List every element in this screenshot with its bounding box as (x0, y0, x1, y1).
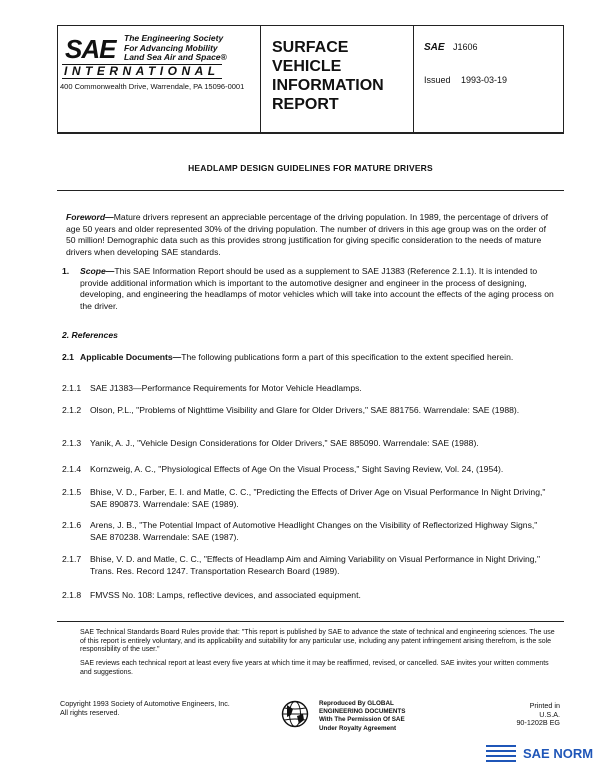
header-divider (260, 25, 261, 133)
document-title: HEADLAMP DESIGN GUIDELINES FOR MATURE DRIVERS (188, 163, 433, 173)
reference-item: SAE J1383—Performance Requirements for Motor Vehicle Headlamps. (90, 383, 362, 393)
standard-prefix: SAE (424, 42, 445, 53)
applicable-documents-paragraph: Applicable Documents—The following publications form a part of this specification to the extent specified herein. (80, 352, 514, 362)
report-type-title: SURFACE VEHICLE INFORMATION REPORT (272, 39, 384, 113)
reference-number: 2.1.8 (62, 590, 82, 600)
reference-item: Bhise, V. D. and Matle, C. C., "Effects of Headlamp Aim and Aiming Variability on Visual Performance in Night Driving," Trans. Res. Record 1247. Transportation Research Board (1989). (90, 554, 540, 576)
references-heading: 2. References (62, 330, 118, 340)
copyright-notice: Copyright 1993 Society of Automotive Engineers, Inc. All rights reserved. (60, 699, 230, 717)
logo-international: INTERNATIONAL (64, 64, 220, 78)
reference-item: FMVSS No. 108: Lamps, reflective devices, and associated equipment. (90, 590, 361, 600)
divider (57, 621, 564, 622)
reference-number: 2.1.2 (62, 405, 82, 415)
section-number: 2.1 (62, 352, 74, 362)
reference-item: Arens, J. B., "The Potential Impact of Automotive Headlight Changes on the Visibility of Reflectorized Highway Signs," SAE 870238. Warrendale: SAE (1987). (90, 520, 538, 542)
divider (57, 190, 564, 191)
section-number: 1. (62, 266, 70, 276)
issued-date: 1993-03-19 (461, 75, 508, 85)
printed-info: Printed in U.S.A. 90-1202B EG (516, 701, 560, 727)
review-note: SAE reviews each technical report at least every five years at which time it may be reaffirmed, revised, or cancelled. SAE invites your written comments and suggestions. (80, 660, 549, 676)
reference-number: 2.1.3 (62, 438, 82, 448)
sae-address: 400 Commonwealth Drive, Warrendale, PA 15096-0001 (60, 82, 245, 91)
reference-item: Olson, P.L., "Problems of Nighttime Visibility and Glare for Older Drivers," SAE 881756. Warrendale: SAE (1988). (90, 405, 520, 415)
reference-number: 2.1.5 (62, 487, 82, 497)
sae-norm-watermark: SAE NORM (523, 746, 594, 761)
issued-label: Issued (424, 75, 451, 85)
reference-item: Bhise, V. D., Farber, E. I. and Matle, C. C., "Predicting the Effects of Driver Age on Visual Performance In Night Driving," SAE 890873. Warrendale: SAE (1989). (90, 487, 546, 509)
reference-number: 2.1.1 (62, 383, 82, 393)
foreword-paragraph: Foreword—Mature drivers represent an appreciable percentage of the driving population. In 1989, the percentage of drivers of age 50 years and older represented 30% of the driving population. The number of drivers in this age group was on the order of 50 million! Demographic data such as this provides strong justification for giving specific consideration to the needs of mature drivers when developing SAE standards. (66, 212, 549, 257)
standard-number: J1606 (453, 42, 478, 52)
sae-logo: SAE (65, 34, 116, 64)
reference-item: Yanik, A. J., "Vehicle Design Considerations for Older Drivers," SAE 885090. Warrendale: SAE (1988). (90, 438, 479, 448)
globe-icon (281, 700, 309, 728)
reference-number: 2.1.6 (62, 520, 82, 530)
reference-number: 2.1.7 (62, 554, 82, 564)
logo-tagline: The Engineering Society For Advancing Mobility Land Sea Air and Space® (124, 33, 227, 62)
header-divider (413, 25, 414, 133)
reference-number: 2.1.4 (62, 464, 82, 474)
board-rules-note: SAE Technical Standards Board Rules provide that: "This report is published by SAE to advance the state of technical and engineering sciences. The use of this report is entirely voluntary, and its applicability and suitability for any particular use, including any patent infringement arising therefrom, is the sole responsibility of the user." (80, 629, 555, 654)
scope-paragraph: Scope—This SAE Information Report should be used as a supplement to SAE J1383 (Reference 2.1.1). It is intended to provide additional information which is important to the automotive designer and engineer in the process of designing, developing, and engineering the headlamps of motor vehicles which will take into account the effects of the aging process on the driver. (80, 266, 554, 311)
sae-norm-logo-icon (484, 742, 518, 764)
reference-item: Kornzweig, A. C., "Physiological Effects of Age On the Visual Process," Sight Saving Review, Vol. 24, (1954). (90, 464, 504, 474)
divider (57, 133, 564, 134)
reproduction-notice: Reproduced By GLOBAL ENGINEERING DOCUMENTS With The Permission Of SAE Under Royalty Agreement (319, 700, 406, 732)
